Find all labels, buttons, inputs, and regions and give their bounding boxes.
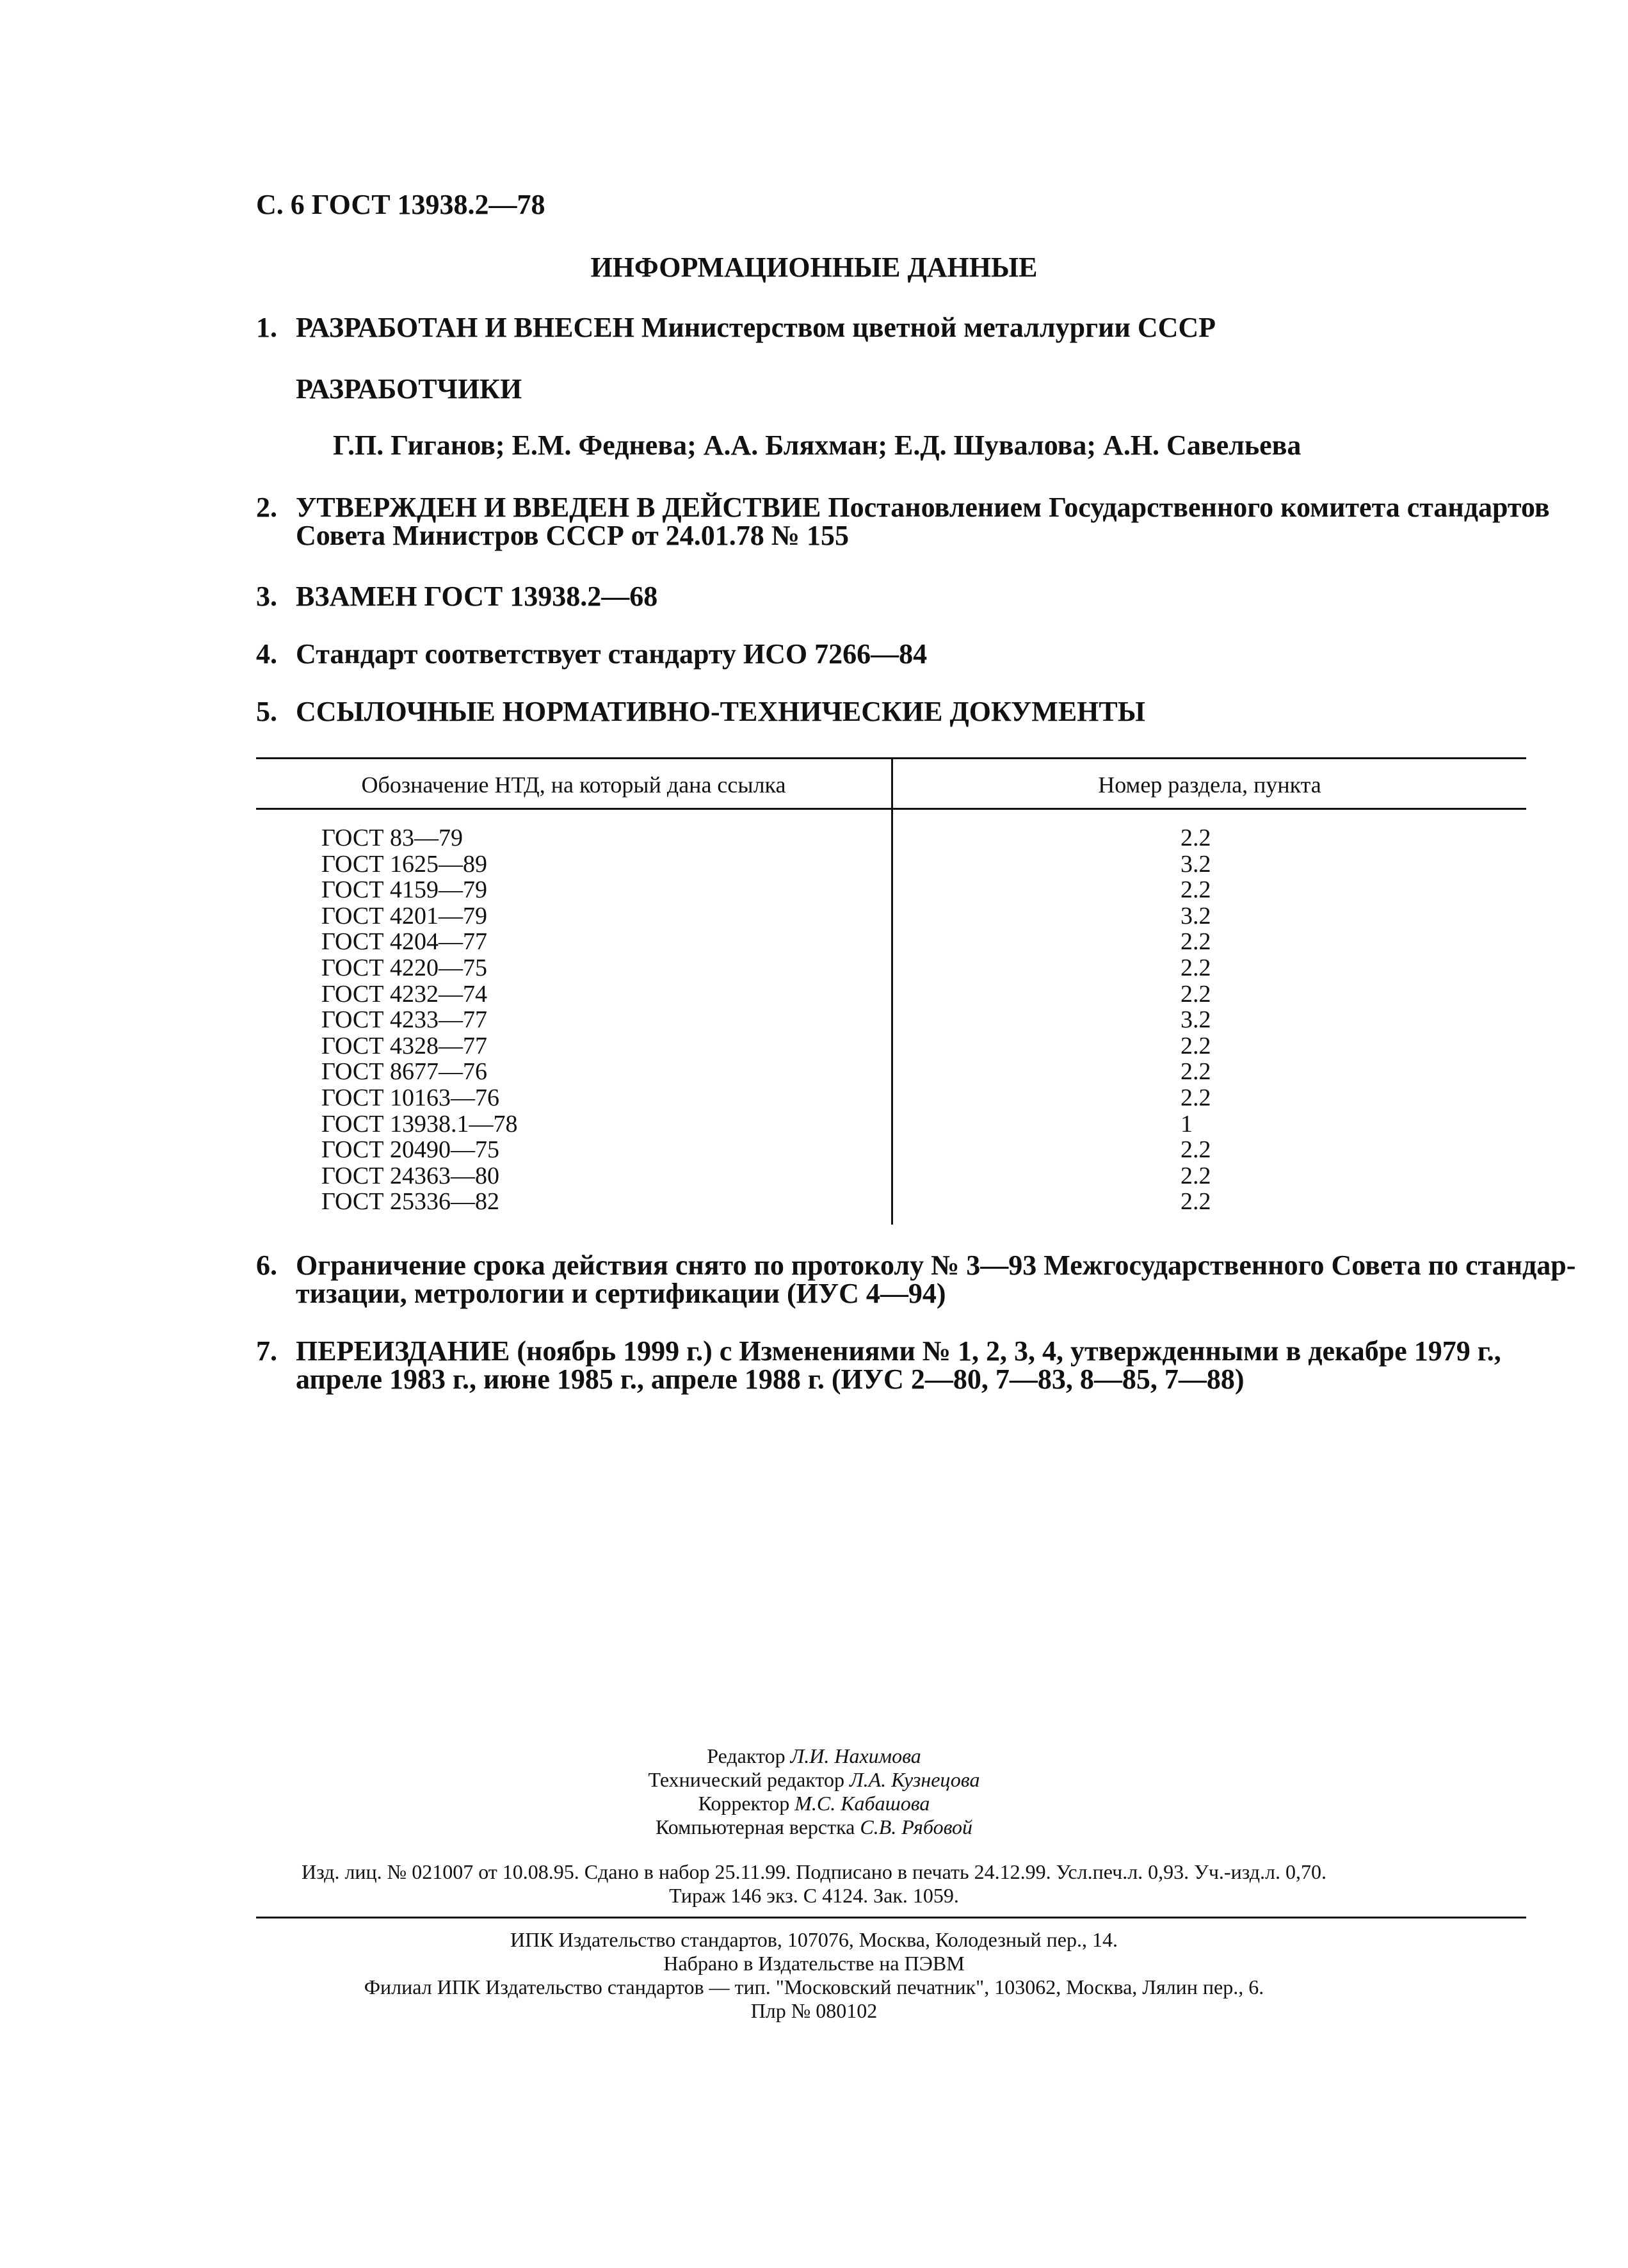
- item-3-text: ВЗАМЕН ГОСТ 13938.2—68: [296, 581, 658, 612]
- table-cell-designation: ГОСТ 4159—79: [321, 876, 487, 904]
- item-5-number: 5.: [256, 696, 277, 727]
- table-cell-designation: ГОСТ 13938.1—78: [321, 1110, 518, 1138]
- item-2: [256, 489, 1550, 554]
- corrector-label: Корректор: [698, 1792, 790, 1815]
- editor-label: Редактор: [707, 1744, 786, 1767]
- table-cell-section: 2.2: [1181, 928, 1211, 956]
- table-cell-section: 1: [1181, 1110, 1193, 1138]
- item-3-number: 3.: [256, 581, 277, 612]
- item-6-number: 6.: [256, 1250, 277, 1281]
- item-1-text: РАЗРАБОТАН И ВНЕСЕН Министерством цветной металлургии СССР: [296, 312, 1216, 343]
- table-column-sections: [1181, 825, 1211, 1215]
- table-cell-designation: ГОСТ 24363—80: [321, 1162, 499, 1189]
- developers-heading: РАЗРАБОТЧИКИ: [296, 373, 522, 405]
- tech-editor-label: Технический редактор: [648, 1768, 844, 1791]
- table-cell-section: 2.2: [1181, 954, 1211, 981]
- document-title: ИНФОРМАЦИОННЫЕ ДАННЫЕ: [590, 252, 1038, 283]
- table-header-rule: [256, 808, 1526, 810]
- corrector-name: М.С. Кабашова: [794, 1792, 930, 1815]
- item-4-number: 4.: [256, 638, 277, 670]
- item-4-text: Стандарт соответствует стандарту ИСО 7266—84: [296, 638, 928, 670]
- publisher-line-1: ИПК Издательство стандартов, 107076, Москва, Колодезный пер., 14.: [510, 1928, 1118, 1951]
- licence-line-2: Тираж 146 экз. С 4124. Зак. 1059.: [669, 1884, 959, 1907]
- table-cell-designation: ГОСТ 4204—77: [321, 928, 487, 956]
- table-cell-section: 2.2: [1181, 1188, 1211, 1216]
- tech-editor-name: Л.А. Кузнецова: [849, 1768, 980, 1791]
- table-cell-section: 3.2: [1181, 1006, 1211, 1034]
- table-cell-section: 2.2: [1181, 1032, 1211, 1059]
- item-7: [256, 1333, 1501, 1398]
- table-cell-designation: ГОСТ 4232—74: [321, 980, 487, 1008]
- table-cell-section: 2.2: [1181, 876, 1211, 904]
- item-1-number: 1.: [256, 312, 277, 343]
- table-cell-designation: ГОСТ 83—79: [321, 824, 463, 851]
- table-cell-section: 2.2: [1181, 980, 1211, 1008]
- editor-name: Л.И. Нахимова: [790, 1744, 921, 1767]
- item-2-line-2: Совета Министров СССР от 24.01.78 № 155: [296, 520, 849, 551]
- item-2-line-1: УТВЕРЖДЕН И ВВЕДЕН В ДЕЙСТВИЕ Постановлением Государственного комитета стандартов: [296, 492, 1550, 523]
- layout-line: [0, 1815, 1628, 1839]
- table-header-section: Номер раздела, пункта: [1098, 772, 1321, 798]
- page-reference: С. 6 ГОСТ 13938.2—78: [256, 189, 545, 220]
- table-cell-designation: ГОСТ 4233—77: [321, 1006, 487, 1034]
- table-cell-section: 2.2: [1181, 1058, 1211, 1086]
- imprint-publisher: [0, 1928, 1628, 2023]
- item-7-line-2: апреле 1983 г., июне 1985 г., апреле 1988 г. (ИУС 2—80, 7—83, 8—85, 7—88): [296, 1363, 1245, 1395]
- table-cell-designation: ГОСТ 4201—79: [321, 902, 487, 929]
- table-cell-section: 2.2: [1181, 1084, 1211, 1111]
- imprint-licence: [0, 1860, 1628, 1908]
- licence-line-1: Изд. лиц. № 021007 от 10.08.95. Сдано в набор 25.11.99. Подписано в печать 24.12.99. Усл.печ.л. 0,93. Уч.-изд.л. 0,70.: [302, 1860, 1326, 1883]
- publisher-line-4: Плр № 080102: [750, 1999, 878, 2022]
- imprint-credits: [0, 1744, 1628, 1839]
- table-cell-section: 2.2: [1181, 824, 1211, 851]
- editor-line: [0, 1744, 1628, 1768]
- table-cell-designation: ГОСТ 10163—76: [321, 1084, 499, 1111]
- table-header-designation: Обозначение НТД, на который дана ссылка: [361, 772, 786, 798]
- item-3: [256, 580, 657, 613]
- table-cell-designation: ГОСТ 20490—75: [321, 1136, 499, 1164]
- layout-label: Компьютерная верстка: [655, 1815, 855, 1838]
- imprint-rule: [256, 1917, 1526, 1918]
- table-cell-section: 3.2: [1181, 902, 1211, 929]
- item-4: [256, 638, 927, 670]
- item-5: [256, 695, 1145, 728]
- item-6-line-2: тизации, метрологии и сертификации (ИУС 4—94): [296, 1278, 946, 1309]
- publisher-line-3: Филиал ИПК Издательство стандартов — тип. "Московский печатник", 103062, Москва, Лялин пер., 6.: [364, 1975, 1264, 1999]
- developers-list: Г.П. Гиганов; Е.М. Феднева; А.А. Бляхман; Е.Д. Шувалова; А.Н. Савельева: [333, 430, 1302, 461]
- table-cell-designation: ГОСТ 8677—76: [321, 1058, 487, 1086]
- item-2-number: 2.: [256, 492, 277, 523]
- layout-name: С.В. Рябовой: [860, 1815, 973, 1838]
- table-cell-designation: ГОСТ 4328—77: [321, 1032, 487, 1059]
- table-cell-section: 2.2: [1181, 1162, 1211, 1189]
- table-column-designations: [321, 825, 518, 1215]
- references-table: [256, 757, 1526, 1225]
- table-cell-designation: ГОСТ 4220—75: [321, 954, 487, 981]
- publisher-line-2: Набрано в Издательстве на ПЭВМ: [663, 1952, 965, 1975]
- corrector-line: [0, 1792, 1628, 1815]
- item-7-number: 7.: [256, 1335, 277, 1367]
- item-5-text: ССЫЛОЧНЫЕ НОРМАТИВНО-ТЕХНИЧЕСКИЕ ДОКУМЕНТЫ: [296, 696, 1145, 727]
- item-6-line-1: Ограничение срока действия снято по протоколу № 3—93 Межгосударственного Совета по стандар-: [296, 1250, 1576, 1281]
- table-cell-section: 2.2: [1181, 1136, 1211, 1164]
- table-cell-section: 3.2: [1181, 850, 1211, 878]
- table-cell-designation: ГОСТ 1625—89: [321, 850, 487, 878]
- item-1: [256, 311, 1216, 344]
- item-7-line-1: ПЕРЕИЗДАНИЕ (ноябрь 1999 г.) с Изменениями № 1, 2, 3, 4, утвержденными в декабре 1979 г.,: [296, 1335, 1501, 1367]
- tech-editor-line: [0, 1768, 1628, 1792]
- table-column-divider: [891, 757, 893, 1225]
- table-cell-designation: ГОСТ 25336—82: [321, 1188, 499, 1216]
- item-6: [256, 1247, 1576, 1312]
